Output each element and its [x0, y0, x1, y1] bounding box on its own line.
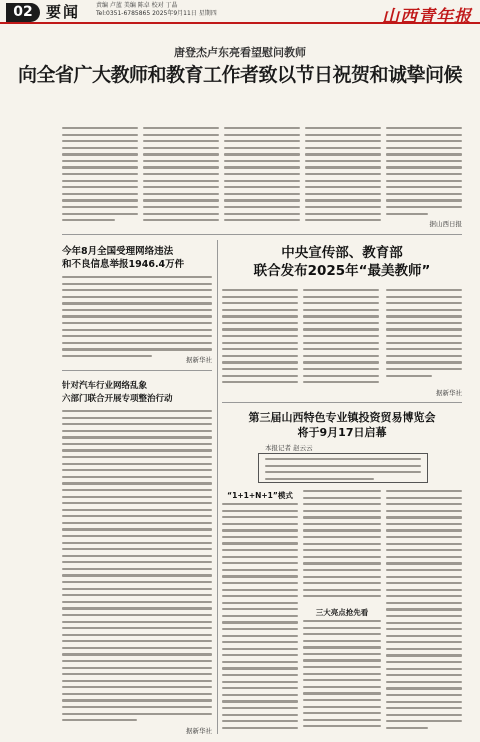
- newspaper-logo: 山西青年报: [382, 7, 472, 27]
- masthead: [0, 0, 480, 27]
- story5-body-col2b: [303, 620, 381, 734]
- lead-body-col3: [224, 127, 300, 231]
- story5-subhead-1: “1+1+N+1”模式: [227, 491, 293, 500]
- masthead-meta: [96, 2, 246, 18]
- page-number: 02: [6, 3, 40, 22]
- editor-line: 责编 卢蓝 美编 陈卓 校对 丁晶: [96, 2, 178, 9]
- story2-source: 据新华社: [186, 356, 212, 364]
- story3-headline: 中央宣传部、教育部 联合发布2025年“最美教师”: [253, 245, 431, 279]
- story5-body-col2a: [303, 490, 381, 604]
- lead-headline: 向全省广大教师和教育工作者致以节日祝贺和诚挚问候: [17, 64, 462, 86]
- story3-body-col3: [386, 289, 462, 385]
- story3-body-col2: [303, 289, 379, 393]
- story3-source: 据新华社: [436, 389, 462, 397]
- story2-body: [62, 276, 212, 364]
- story5-headline: 第三届山西特色专业镇投资贸易博览会 将于9月17日启幕: [248, 411, 436, 439]
- story5-summary-box: [258, 453, 428, 483]
- story5-byline: 本报记者 赵云云: [265, 444, 313, 452]
- contact-date-line: Tel:0351-6785865 2025年9月11日 星期四: [96, 10, 217, 17]
- story5-body-col3: [386, 490, 462, 734]
- column-divider: [217, 240, 218, 734]
- story5-subhead-2: 三大亮点抢先看: [315, 608, 369, 617]
- section-title: 要闻: [46, 3, 81, 21]
- lead-source: 据山西日报: [429, 220, 462, 228]
- lead-body-col4: [305, 127, 381, 231]
- story4-source: 据新华社: [186, 727, 212, 735]
- story4-body: [62, 410, 212, 728]
- divider-lead: [62, 234, 462, 235]
- story3-body-col1: [222, 289, 298, 393]
- lead-body-col5: [386, 127, 462, 223]
- lead-kicker: 唐登杰卢东亮看望慰问教师: [174, 46, 306, 59]
- divider-right: [222, 402, 462, 403]
- divider-left: [62, 370, 212, 371]
- story5-body-col1: [222, 503, 298, 735]
- lead-body-col1: [62, 127, 138, 231]
- story4-headline: 针对汽车行业网络乱象 六部门联合开展专项整治行动: [62, 381, 173, 404]
- lead-body-col2: [143, 127, 219, 231]
- story2-headline: 今年8月全国受理网络违法 和不良信息举报1946.4万件: [62, 246, 185, 270]
